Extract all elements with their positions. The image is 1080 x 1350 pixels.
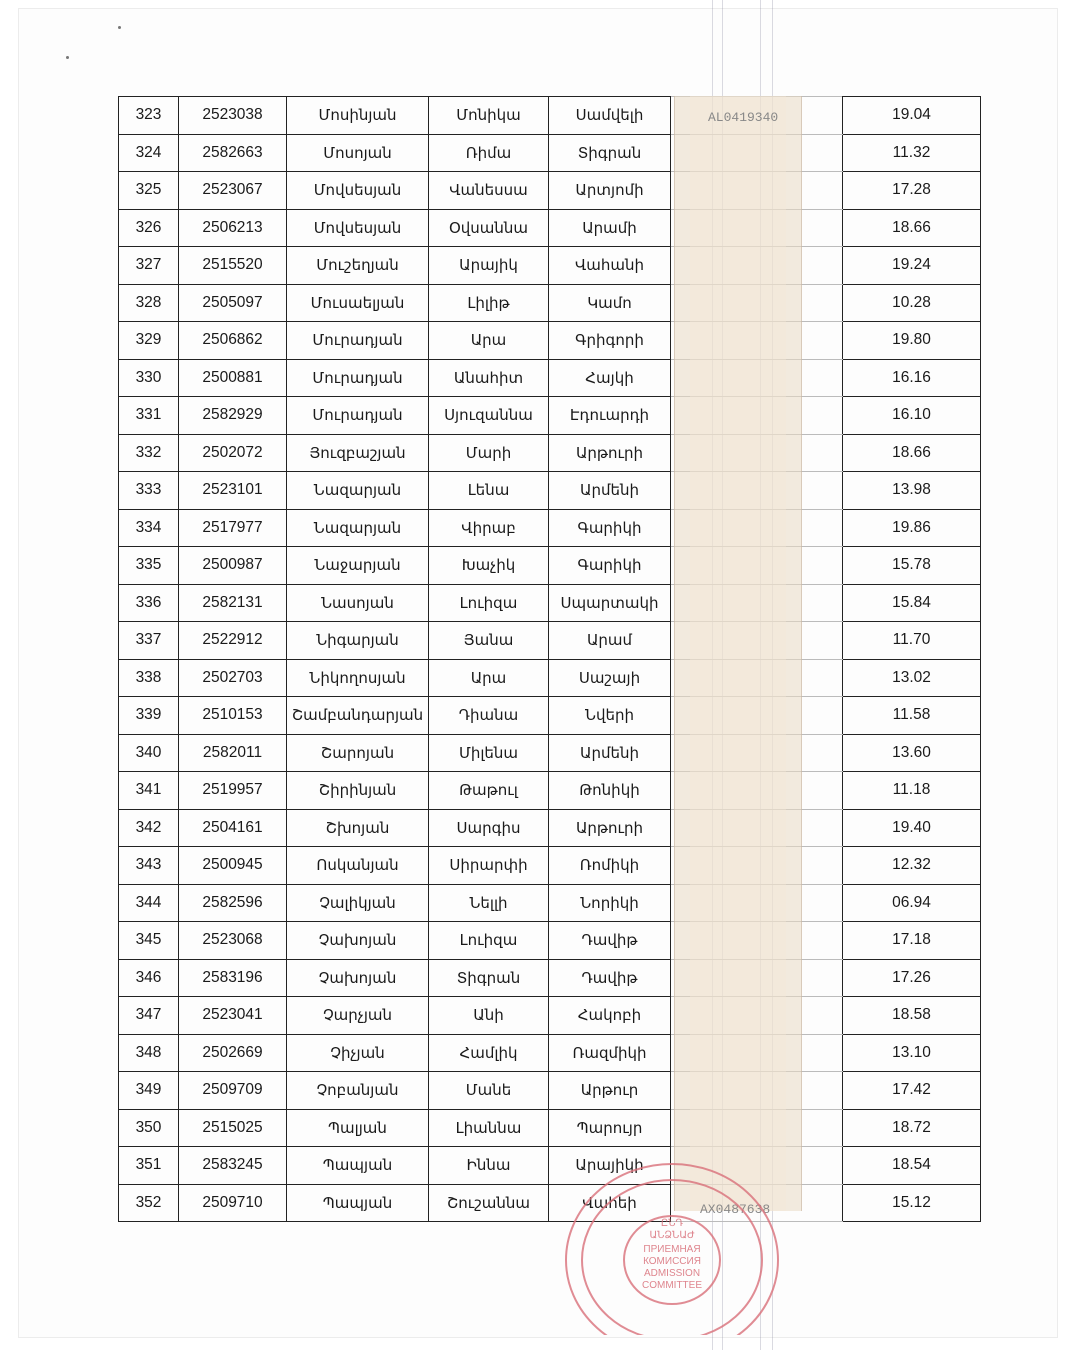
table-row xyxy=(119,697,981,735)
row-number-cell: 323 xyxy=(119,97,179,135)
row-number-cell: 336 xyxy=(119,584,179,622)
score-cell: 13.98 xyxy=(843,472,981,510)
score-cell: 18.66 xyxy=(843,209,981,247)
surname-cell: Նազարյան xyxy=(287,509,429,547)
applicant-id-cell: 2504161 xyxy=(179,809,287,847)
score-cell: 19.86 xyxy=(843,509,981,547)
score-cell: 11.18 xyxy=(843,772,981,810)
score-cell: 16.16 xyxy=(843,359,981,397)
stamp-line-3: ПРИЕМНАЯ xyxy=(643,1244,701,1255)
patronymic-cell: Արմենի xyxy=(549,472,671,510)
table-row xyxy=(119,1034,981,1072)
applicant-id-cell: 2582131 xyxy=(179,584,287,622)
table-row xyxy=(119,509,981,547)
first-name-cell: Շուշաննա xyxy=(429,1184,549,1222)
row-number-cell: 329 xyxy=(119,322,179,360)
table-row xyxy=(119,1184,981,1222)
row-number-cell: 350 xyxy=(119,1109,179,1147)
first-name-cell: Տիգրան xyxy=(429,959,549,997)
stamp-line-4: КОМИССИЯ xyxy=(643,1256,701,1267)
first-name-cell: Լուիզա xyxy=(429,922,549,960)
applicant-id-cell: 2515520 xyxy=(179,247,287,285)
row-number-cell: 330 xyxy=(119,359,179,397)
first-name-cell: Իննա xyxy=(429,1147,549,1185)
surname-cell: Մուշեղյան xyxy=(287,247,429,285)
row-number-cell: 347 xyxy=(119,997,179,1035)
applicant-id-cell: 2515025 xyxy=(179,1109,287,1147)
applicant-id-cell: 2506862 xyxy=(179,322,287,360)
surname-cell: Մուսաելյան xyxy=(287,284,429,322)
applicant-id-cell: 2517977 xyxy=(179,509,287,547)
surname-cell: Մուրադյան xyxy=(287,359,429,397)
table-row xyxy=(119,1147,981,1185)
score-cell: 11.32 xyxy=(843,134,981,172)
score-cell: 19.04 xyxy=(843,97,981,135)
table-row xyxy=(119,284,981,322)
first-name-cell: Սյուզաննա xyxy=(429,397,549,435)
row-number-cell: 332 xyxy=(119,434,179,472)
row-number-cell: 346 xyxy=(119,959,179,997)
row-number-cell: 349 xyxy=(119,1072,179,1110)
applicants-table xyxy=(118,96,981,1222)
first-name-cell: Համլիկ xyxy=(429,1034,549,1072)
table-row xyxy=(119,997,981,1035)
patronymic-cell: Ռոմիկի xyxy=(549,847,671,885)
row-number-cell: 341 xyxy=(119,772,179,810)
score-cell: 18.72 xyxy=(843,1109,981,1147)
patronymic-cell: Դավիթ xyxy=(549,959,671,997)
admission-committee-stamp xyxy=(560,1160,780,1335)
patronymic-cell: Թոնիկի xyxy=(549,772,671,810)
surname-cell: Նազարյան xyxy=(287,472,429,510)
surname-cell: Շիրինյան xyxy=(287,772,429,810)
surname-cell: Մուրադյան xyxy=(287,397,429,435)
table-row xyxy=(119,622,981,660)
applicant-id-cell: 2523041 xyxy=(179,997,287,1035)
score-cell: 11.70 xyxy=(843,622,981,660)
row-number-cell: 343 xyxy=(119,847,179,885)
patronymic-cell: Պարույր xyxy=(549,1109,671,1147)
applicant-id-cell: 2500987 xyxy=(179,547,287,585)
applicant-id-cell: 2582596 xyxy=(179,884,287,922)
patronymic-cell: Սաշայի xyxy=(549,659,671,697)
table-row xyxy=(119,734,981,772)
patronymic-cell: Հայկի xyxy=(549,359,671,397)
applicant-id-cell: 2506213 xyxy=(179,209,287,247)
applicant-id-cell: 2582663 xyxy=(179,134,287,172)
table-row xyxy=(119,922,981,960)
patronymic-cell: Վահանի xyxy=(549,247,671,285)
applicant-id-cell: 2500945 xyxy=(179,847,287,885)
surname-cell: Չալիկյան xyxy=(287,884,429,922)
surname-cell: Նասոյան xyxy=(287,584,429,622)
applicants-table-wrap xyxy=(118,96,980,1222)
first-name-cell: Վիրաբ xyxy=(429,509,549,547)
score-cell: 12.32 xyxy=(843,847,981,885)
stamp-line-6: COMMITTEE xyxy=(642,1280,702,1291)
first-name-cell: Անահիտ xyxy=(429,359,549,397)
surname-cell: Չախոյան xyxy=(287,922,429,960)
score-cell: 15.84 xyxy=(843,584,981,622)
patronymic-cell: Արայիկի xyxy=(549,1147,671,1185)
first-name-cell: Նելլի xyxy=(429,884,549,922)
patronymic-cell: Գարիկի xyxy=(549,509,671,547)
surname-cell: Ոսկանյան xyxy=(287,847,429,885)
score-cell: 18.58 xyxy=(843,997,981,1035)
table-row xyxy=(119,247,981,285)
patronymic-cell: Արամ xyxy=(549,622,671,660)
patronymic-cell: Վահեի xyxy=(549,1184,671,1222)
surname-cell: Պապյան xyxy=(287,1184,429,1222)
score-cell: 17.18 xyxy=(843,922,981,960)
patronymic-cell: Արմենի xyxy=(549,734,671,772)
first-name-cell: Լուիզա xyxy=(429,584,549,622)
patronymic-cell: Ռազմիկի xyxy=(549,1034,671,1072)
score-cell: 10.28 xyxy=(843,284,981,322)
applicants-table-body xyxy=(119,97,981,1222)
applicant-id-cell: 2509710 xyxy=(179,1184,287,1222)
surname-cell: Նիգարյան xyxy=(287,622,429,660)
scan-speck xyxy=(66,56,69,59)
row-number-cell: 335 xyxy=(119,547,179,585)
surname-cell: Նիկողոսյան xyxy=(287,659,429,697)
table-row xyxy=(119,959,981,997)
patronymic-cell: Էդուարդի xyxy=(549,397,671,435)
patronymic-cell: Արտյոմի xyxy=(549,172,671,210)
first-name-cell: Վանեսսա xyxy=(429,172,549,210)
score-cell: 13.02 xyxy=(843,659,981,697)
first-name-cell: Անի xyxy=(429,997,549,1035)
surname-cell: Յուզբաշյան xyxy=(287,434,429,472)
first-name-cell: Մոնիկա xyxy=(429,97,549,135)
surname-cell: Մոսինյան xyxy=(287,97,429,135)
patronymic-cell: Հակոբի xyxy=(549,997,671,1035)
surname-cell: Շխոյան xyxy=(287,809,429,847)
score-cell: 17.42 xyxy=(843,1072,981,1110)
score-cell: 19.40 xyxy=(843,809,981,847)
patronymic-cell: Արթուրի xyxy=(549,434,671,472)
table-row xyxy=(119,1072,981,1110)
first-name-cell: Օվսաննա xyxy=(429,209,549,247)
score-cell: 17.26 xyxy=(843,959,981,997)
table-row xyxy=(119,172,981,210)
patronymic-cell: Արթուրի xyxy=(549,809,671,847)
surname-cell: Չարչյան xyxy=(287,997,429,1035)
table-row xyxy=(119,772,981,810)
stamp-line-1: ԸՆԴ xyxy=(660,1218,684,1229)
first-name-cell: Ռիմա xyxy=(429,134,549,172)
table-row xyxy=(119,472,981,510)
applicant-id-cell: 2583196 xyxy=(179,959,287,997)
surname-cell: Պապյան xyxy=(287,1147,429,1185)
first-name-cell: Թաթուլ xyxy=(429,772,549,810)
first-name-cell: Դիանա xyxy=(429,697,549,735)
applicant-id-cell: 2582929 xyxy=(179,397,287,435)
score-cell: 16.10 xyxy=(843,397,981,435)
row-number-cell: 338 xyxy=(119,659,179,697)
surname-cell: Մուրադյան xyxy=(287,322,429,360)
row-number-cell: 340 xyxy=(119,734,179,772)
surname-cell: Չախոյան xyxy=(287,959,429,997)
applicant-id-cell: 2505097 xyxy=(179,284,287,322)
surname-cell: Մովսեսյան xyxy=(287,209,429,247)
score-cell: 17.28 xyxy=(843,172,981,210)
row-number-cell: 337 xyxy=(119,622,179,660)
patronymic-cell: Գրիգորի xyxy=(549,322,671,360)
surname-cell: Չիչյան xyxy=(287,1034,429,1072)
applicant-id-cell: 2502072 xyxy=(179,434,287,472)
table-row xyxy=(119,1109,981,1147)
score-cell: 19.80 xyxy=(843,322,981,360)
patronymic-cell: Նվերի xyxy=(549,697,671,735)
stamp-line-2: ԱՆՁՆԱԺ xyxy=(649,1230,695,1241)
row-number-cell: 345 xyxy=(119,922,179,960)
scan-speck xyxy=(118,26,121,29)
patronymic-cell: Գարիկի xyxy=(549,547,671,585)
first-name-cell: Մանե xyxy=(429,1072,549,1110)
table-row xyxy=(119,659,981,697)
applicant-id-cell: 2502703 xyxy=(179,659,287,697)
table-row xyxy=(119,97,981,135)
surname-cell: Նաջարյան xyxy=(287,547,429,585)
row-number-cell: 339 xyxy=(119,697,179,735)
score-cell: 15.12 xyxy=(843,1184,981,1222)
tape-strip xyxy=(690,96,786,1211)
row-number-cell: 342 xyxy=(119,809,179,847)
surname-cell: Պալյան xyxy=(287,1109,429,1147)
applicant-id-cell: 2500881 xyxy=(179,359,287,397)
row-number-cell: 348 xyxy=(119,1034,179,1072)
table-row xyxy=(119,322,981,360)
row-number-cell: 326 xyxy=(119,209,179,247)
first-name-cell: Արայիկ xyxy=(429,247,549,285)
patronymic-cell: Սպարտակի xyxy=(549,584,671,622)
applicant-id-cell: 2509709 xyxy=(179,1072,287,1110)
surname-cell: Մոսոյան xyxy=(287,134,429,172)
score-cell: 19.24 xyxy=(843,247,981,285)
score-cell: 18.66 xyxy=(843,434,981,472)
applicant-id-cell: 2523068 xyxy=(179,922,287,960)
patronymic-cell: Սամվելի xyxy=(549,97,671,135)
score-cell: 11.58 xyxy=(843,697,981,735)
applicant-id-cell: 2523038 xyxy=(179,97,287,135)
row-number-cell: 328 xyxy=(119,284,179,322)
first-name-cell: Լիաննա xyxy=(429,1109,549,1147)
first-name-cell: Լենա xyxy=(429,472,549,510)
row-number-cell: 351 xyxy=(119,1147,179,1185)
surname-cell: Չոբանյան xyxy=(287,1072,429,1110)
surname-cell: Շամբանդարյան xyxy=(287,697,429,735)
table-row xyxy=(119,209,981,247)
row-number-cell: 344 xyxy=(119,884,179,922)
applicant-id-cell: 2519957 xyxy=(179,772,287,810)
row-number-cell: 325 xyxy=(119,172,179,210)
table-row xyxy=(119,884,981,922)
table-row xyxy=(119,134,981,172)
patronymic-cell: Նորիկի xyxy=(549,884,671,922)
applicant-id-cell: 2582011 xyxy=(179,734,287,772)
first-name-cell: Խաչիկ xyxy=(429,547,549,585)
table-row xyxy=(119,434,981,472)
first-name-cell: Արա xyxy=(429,659,549,697)
serial-number-bottom: AX0487638 xyxy=(700,1202,771,1217)
table-row xyxy=(119,584,981,622)
patronymic-cell: Արամի xyxy=(549,209,671,247)
first-name-cell: Մարի xyxy=(429,434,549,472)
applicant-id-cell: 2522912 xyxy=(179,622,287,660)
first-name-cell: Լիլիթ xyxy=(429,284,549,322)
applicant-id-cell: 2523067 xyxy=(179,172,287,210)
applicant-id-cell: 2523101 xyxy=(179,472,287,510)
row-number-cell: 331 xyxy=(119,397,179,435)
score-cell: 18.54 xyxy=(843,1147,981,1185)
table-row xyxy=(119,847,981,885)
surname-cell: Մովսեսյան xyxy=(287,172,429,210)
table-row xyxy=(119,397,981,435)
patronymic-cell: Դավիթ xyxy=(549,922,671,960)
serial-number-top: AL0419340 xyxy=(708,110,779,125)
patronymic-cell: Արթուր xyxy=(549,1072,671,1110)
first-name-cell: Արա xyxy=(429,322,549,360)
applicant-id-cell: 2502669 xyxy=(179,1034,287,1072)
score-cell: 15.78 xyxy=(843,547,981,585)
row-number-cell: 334 xyxy=(119,509,179,547)
score-cell: 13.60 xyxy=(843,734,981,772)
surname-cell: Շարոյան xyxy=(287,734,429,772)
applicant-id-cell: 2583245 xyxy=(179,1147,287,1185)
applicant-id-cell: 2510153 xyxy=(179,697,287,735)
first-name-cell: Սիրարփի xyxy=(429,847,549,885)
table-row xyxy=(119,359,981,397)
table-row xyxy=(119,809,981,847)
score-cell: 06.94 xyxy=(843,884,981,922)
first-name-cell: Սարգիս xyxy=(429,809,549,847)
first-name-cell: Միլենա xyxy=(429,734,549,772)
row-number-cell: 352 xyxy=(119,1184,179,1222)
table-row xyxy=(119,547,981,585)
patronymic-cell: Կամո xyxy=(549,284,671,322)
first-name-cell: Յանա xyxy=(429,622,549,660)
row-number-cell: 327 xyxy=(119,247,179,285)
row-number-cell: 333 xyxy=(119,472,179,510)
row-number-cell: 324 xyxy=(119,134,179,172)
score-cell: 13.10 xyxy=(843,1034,981,1072)
stamp-line-5: ADMISSION xyxy=(643,1268,701,1279)
patronymic-cell: Տիգրան xyxy=(549,134,671,172)
